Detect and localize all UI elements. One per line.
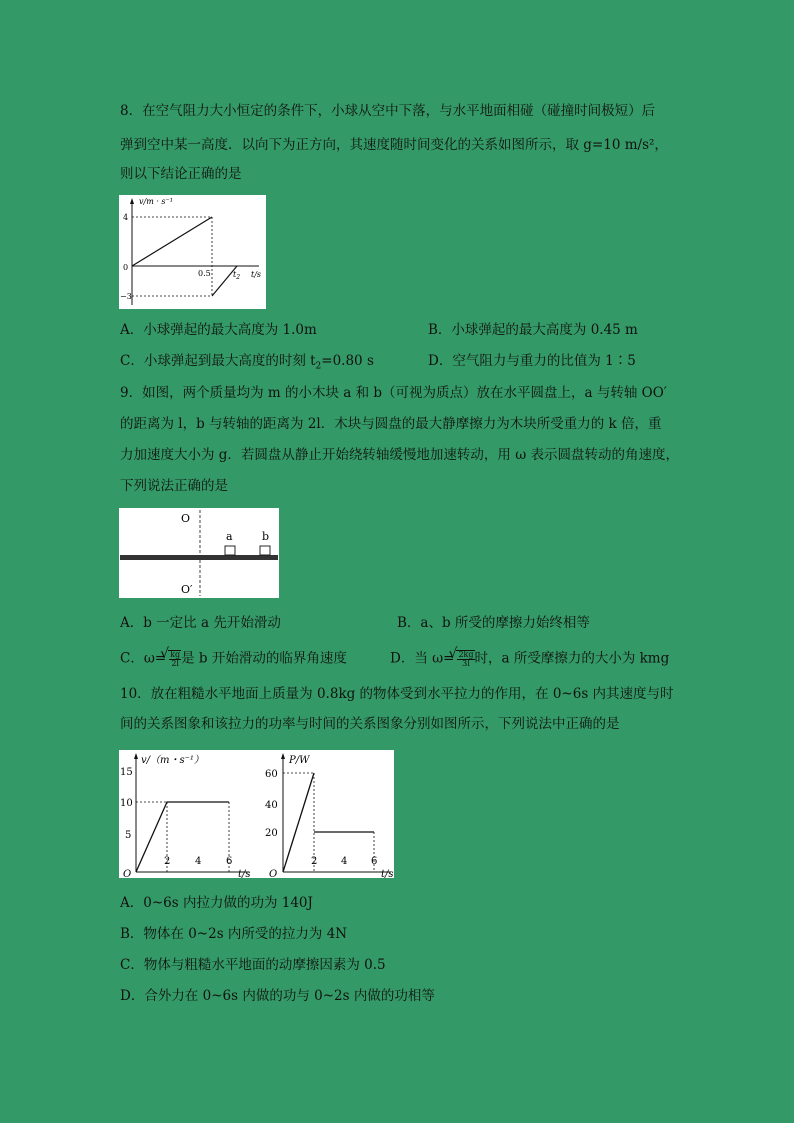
- q9-option-b: B．a、b 所受的摩擦力始终相等: [397, 615, 590, 631]
- q8-option-d: D．空气阻力与重力的比值为 1∶5: [428, 353, 636, 369]
- q9-option-d: [390, 650, 669, 668]
- q10-left-xtick-4: 4: [195, 856, 202, 867]
- q10-left-xtick-2: 2: [164, 856, 171, 867]
- q9-diagram-svg: [119, 508, 279, 598]
- q9-option-d-sqrt: [456, 650, 474, 668]
- q10-option-c: C．物体与粗糙水平地面的动摩擦因素为 0.5: [120, 957, 386, 973]
- q8-stem-line3: 则以下结论正确的是: [120, 166, 242, 182]
- q9-option-d-num: √ 2kg: [458, 650, 474, 659]
- q10-velocity-line: [136, 802, 229, 872]
- q9-option-c-sqrt: [168, 650, 181, 668]
- q10-left-y-label: v/（m・s⁻¹）: [141, 755, 204, 766]
- q9-stem-line2: 的距离为 l，b 与转轴的距离为 2l．木块与圆盘的最大静摩擦力为木块所受重力的 k 倍，重: [120, 416, 662, 432]
- q10-right-xtick-4: 4: [341, 856, 348, 867]
- q10-left-xtick-6: 6: [226, 856, 233, 867]
- q9-stem-line4: 下列说法正确的是: [120, 478, 228, 494]
- q8-y-bottom-label: −3: [120, 292, 132, 301]
- q10-right-ytick-40: 40: [265, 800, 278, 811]
- q8-y-top-label: 4: [123, 213, 129, 222]
- q9-option-d-pre: D．当 ω=: [390, 650, 455, 667]
- q9-label-o-prime: O′: [181, 583, 193, 596]
- q9-disk: [120, 555, 278, 560]
- q10-left-ytick-15: 15: [120, 767, 133, 778]
- q9-label-o: O: [181, 512, 191, 525]
- q9-option-c-den: 2l: [171, 659, 179, 668]
- q8-fall-line: [132, 217, 212, 266]
- q8-option-b: B．小球弹起的最大高度为 0.45 m: [428, 322, 638, 338]
- q10-left-y-arrow: [134, 753, 138, 759]
- q10-option-d: D．合外力在 0~6s 内做的功与 0~2s 内做的功相等: [120, 988, 435, 1004]
- q10-right-x-label: t/s: [381, 869, 394, 878]
- q9-stem-line1: 9．如图，两个质量均为 m 的小木块 a 和 b（可视为质点）放在水平圆盘上，a 与转轴 OO′: [120, 385, 667, 401]
- q8-stem-line2: 弹到空中某一高度．以向下为正方向，其速度随时间变化的关系如图所示，取 g=10 m/s²，: [120, 137, 668, 153]
- q10-stem-line2: 间的关系图象和该拉力的功率与时间的关系图象分别如图所示，下列说法中正确的是: [120, 716, 620, 732]
- q10-option-a: A．0~6s 内拉力做的功为 140J: [120, 895, 313, 911]
- q10-right-origin: O: [269, 869, 278, 878]
- q8-option-c-post: =0.80 s: [321, 353, 374, 369]
- q9-disk-diagram: [119, 508, 279, 598]
- q8-stem-line1: 8．在空气阻力大小恒定的条件下，小球从空中下落，与水平地面相碰（碰撞时间极短）后: [120, 103, 656, 119]
- q8-y-arrow: [130, 198, 134, 204]
- q10-right-y-arrow: [281, 753, 285, 759]
- q9-option-c-post: 是 b 开始滑动的临界角速度: [181, 650, 347, 667]
- q8-x-mid-label: 0.5: [198, 269, 211, 278]
- q9-block-b: [260, 546, 270, 555]
- q8-y-label: v/m · s⁻¹: [139, 197, 173, 206]
- q10-graphs: [119, 750, 394, 878]
- q10-right-xtick-6: 6: [371, 856, 378, 867]
- q8-option-a: A．小球弹起的最大高度为 1.0m: [120, 322, 317, 338]
- q9-option-d-post: 时，a 所受摩擦力的大小为 kmg: [474, 650, 670, 667]
- q8-option-c-pre: C．小球弹起到最大高度的时刻 t: [120, 353, 316, 369]
- q9-label-b: b: [262, 530, 270, 543]
- q9-option-d-den: 3l: [462, 659, 470, 668]
- q9-option-c: [120, 650, 347, 668]
- q10-left-ytick-5: 5: [125, 830, 132, 841]
- q10-option-b: B．物体在 0~2s 内所受的拉力为 4N: [120, 926, 348, 942]
- q8-option-c-sub: 2: [315, 361, 322, 372]
- q10-left-origin: O: [123, 869, 132, 878]
- q9-option-a: A．b 一定比 a 先开始滑动: [120, 615, 281, 631]
- q10-left-ytick-10: 10: [120, 798, 133, 809]
- q8-velocity-time-graph: [119, 195, 266, 309]
- q9-option-c-num: √ kg: [170, 650, 181, 659]
- q10-right-y-label: P/W: [289, 755, 310, 766]
- q10-right-ytick-60: 60: [265, 769, 278, 780]
- q10-power-rise-line: [283, 773, 314, 872]
- q10-right-ytick-20: 20: [265, 828, 278, 839]
- q8-x-t2-label: $t_2$: [233, 270, 241, 281]
- q10-right-xtick-2: 2: [311, 856, 318, 867]
- q9-stem-line3: 力加速度大小为 g．若圆盘从静止开始绕转轴缓慢地加速转动，用 ω 表示圆盘转动的角速度，: [120, 447, 680, 463]
- q10-graphs-svg: [119, 750, 394, 878]
- q9-label-a: a: [226, 530, 233, 543]
- q9-block-a: [225, 546, 235, 555]
- q8-y-zero-label: 0: [123, 263, 129, 272]
- q8-x-axis-label: t/s: [251, 270, 262, 279]
- q9-option-c-pre: C．ω=: [120, 650, 167, 667]
- q8-option-c: [120, 355, 374, 372]
- q10-stem-line1: 10．放在粗糙水平地面上质量为 0.8kg 的物体受到水平拉力的作用，在 0~6s 内其速度与时: [120, 686, 674, 702]
- q10-left-x-label: t/s: [238, 869, 251, 878]
- q8-graph-svg: [119, 195, 266, 309]
